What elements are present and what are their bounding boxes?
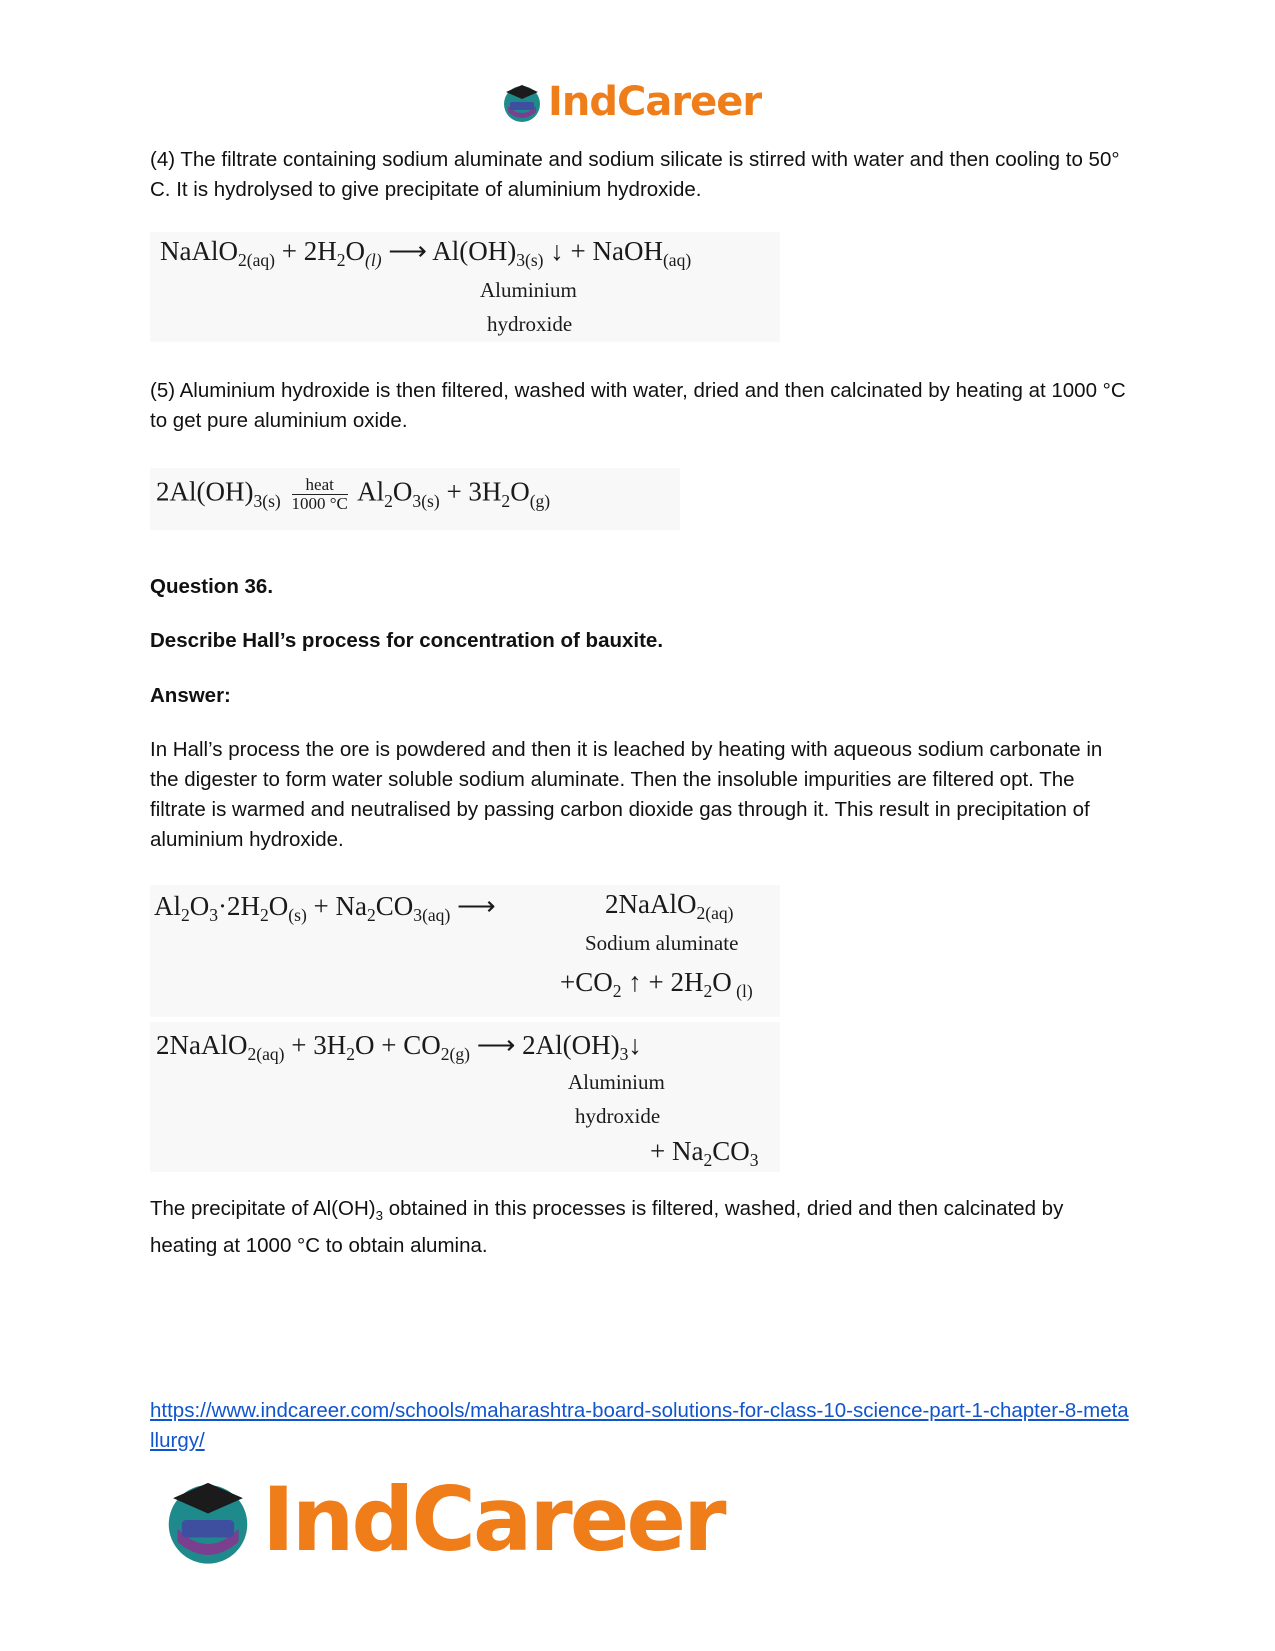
question-number: Question 36. xyxy=(150,575,274,598)
footer-logo-text: IndCareer xyxy=(262,1468,724,1571)
paragraph-step-5: (5) Aluminium hydroxide is then filtered, washed with water, dried and then calcinated by heating at 1000 °C to get pure aluminium oxide. xyxy=(150,379,1126,432)
answer-label: Answer: xyxy=(150,684,231,707)
label-hydroxide-2: hydroxide xyxy=(575,1104,661,1128)
graduation-cap-globe-icon xyxy=(500,80,544,124)
paragraph-step-4: (4) The filtrate containing sodium aluminate and sodium silicate is stirred with water and then cooling to 50° C. It is hydrolysed to give precipitate of aluminium hydroxide. xyxy=(150,148,1120,201)
equation-hydrolysis: NaAlO$_{2(aq)}$ + $2H_2O_{(l)}$ ⟶ $Al(OH)_{3(s)}$ ↓ + NaOH$_{(aq)}$ Aluminium hydroxide xyxy=(150,232,780,342)
label-hydroxide: hydroxide xyxy=(487,312,573,336)
header-logo xyxy=(500,78,761,126)
answer-paragraph: In Hall’s process the ore is powdered and then it is leached by heating with aqueous sodium carbonate in the digester to form water soluble sodium aluminate. Then the insoluble impurities are filtered opt. The filtrate is warmed and neutralised by passing carbon dioxide gas through it. This result in precipitation of aluminium hydroxide. xyxy=(150,738,1103,851)
footer-logo xyxy=(160,1468,724,1571)
final-paragraph: The precipitate of $Al(OH)_3$ obtained in this processes is filtered, washed, dried and then calcinated by heating at 1000 °C to obtain alumina. xyxy=(150,1197,1064,1258)
equation-precipitation: 2NaAlO$_{2(aq)}$ + $3H_2O + CO_{2(g)}$ ⟶ $2Al(OH)_3↓$ Aluminium hydroxide + $Na_2CO_3$ xyxy=(150,1022,780,1172)
source-link[interactable]: https://www.indcareer.com/schools/maharashtra-board-solutions-for-class-10-science-part-1-chapter-8-metallurgy/ xyxy=(150,1399,1129,1452)
question-text: Describe Hall’s process for concentration of bauxite. xyxy=(150,629,664,652)
label-aluminium: Aluminium xyxy=(480,278,577,302)
label-aluminium-2: Aluminium xyxy=(568,1070,665,1094)
equation-calcination: $2Al(OH)_{3(s)}$ $\frac{\text{heat}}{1000 ^\circ C}$ $Al_2O_{3(s)} + 3H_2O_{(g)}$ xyxy=(150,468,680,530)
equation-leaching: $Al_2O_3\cdot 2H_2O_{(s)} + Na_2CO_{3(aq)}$ ⟶ 2NaAlO$_{2(aq)}$ Sodium aluminate $+CO_2$ ↑ + $2H_2O$ $_{(l)}$ xyxy=(150,885,780,1017)
logo-text: IndCareer xyxy=(548,79,762,125)
label-sodium-aluminate: Sodium aluminate xyxy=(585,931,739,955)
graduation-cap-globe-icon xyxy=(160,1472,256,1568)
